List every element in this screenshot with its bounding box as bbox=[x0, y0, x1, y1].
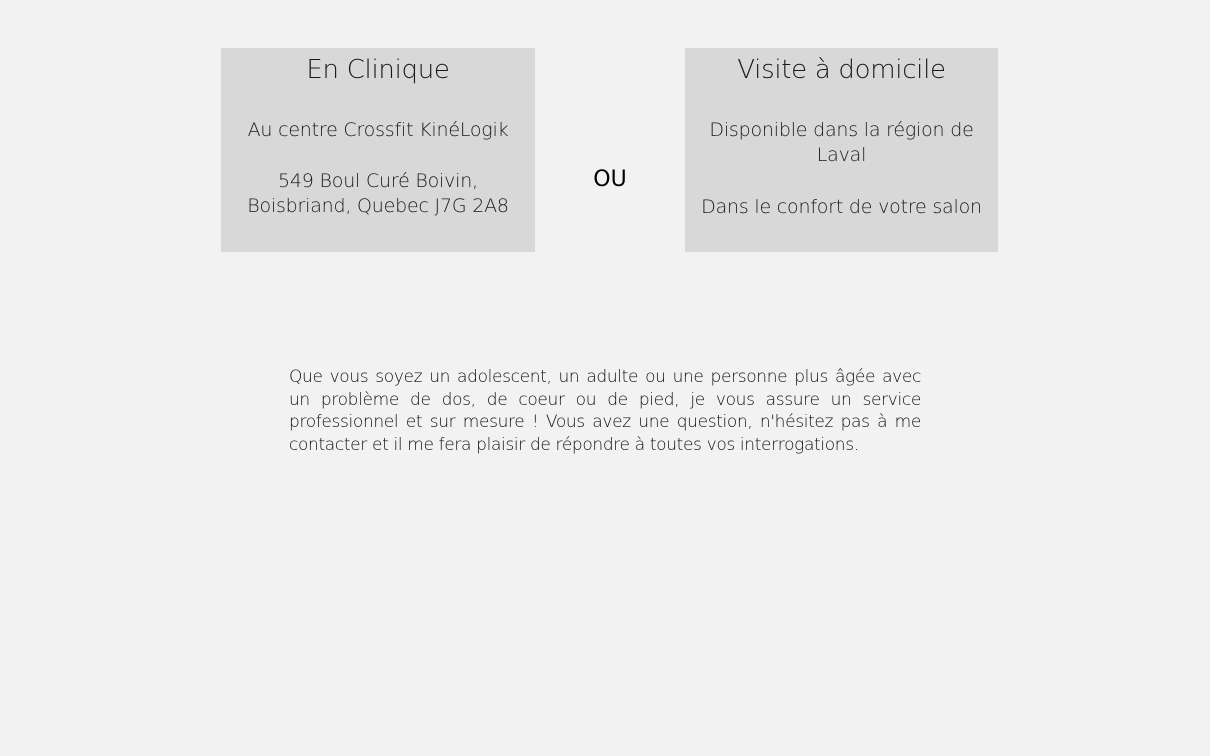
service-description: Que vous soyez un adolescent, un adulte ou une personne plus âgée avec un problème de dos, de coeur ou de pied, je vous assure un service professionnel et sur mesure ! Vous avez une question, n'hésitez pas à me contacter et il me fera plaisir de répondre à toutes vos interrogations. bbox=[289, 367, 921, 455]
clinic-address: 549 Boul Curé Boivin, Boisbriand, Quebec J7G 2A8 bbox=[247, 170, 509, 217]
home-visit-region: Disponible dans la région de Laval bbox=[709, 119, 974, 166]
home-visit-card bbox=[685, 48, 998, 252]
clinic-location: Au centre Crossfit KinéLogik bbox=[247, 119, 509, 141]
home-visit-comfort: Dans le confort de votre salon bbox=[701, 196, 982, 218]
home-visit-title: Visite à domicile bbox=[737, 55, 946, 85]
clinic-card bbox=[221, 48, 535, 252]
or-separator: OU bbox=[593, 167, 627, 192]
clinic-title: En Clinique bbox=[306, 55, 450, 85]
